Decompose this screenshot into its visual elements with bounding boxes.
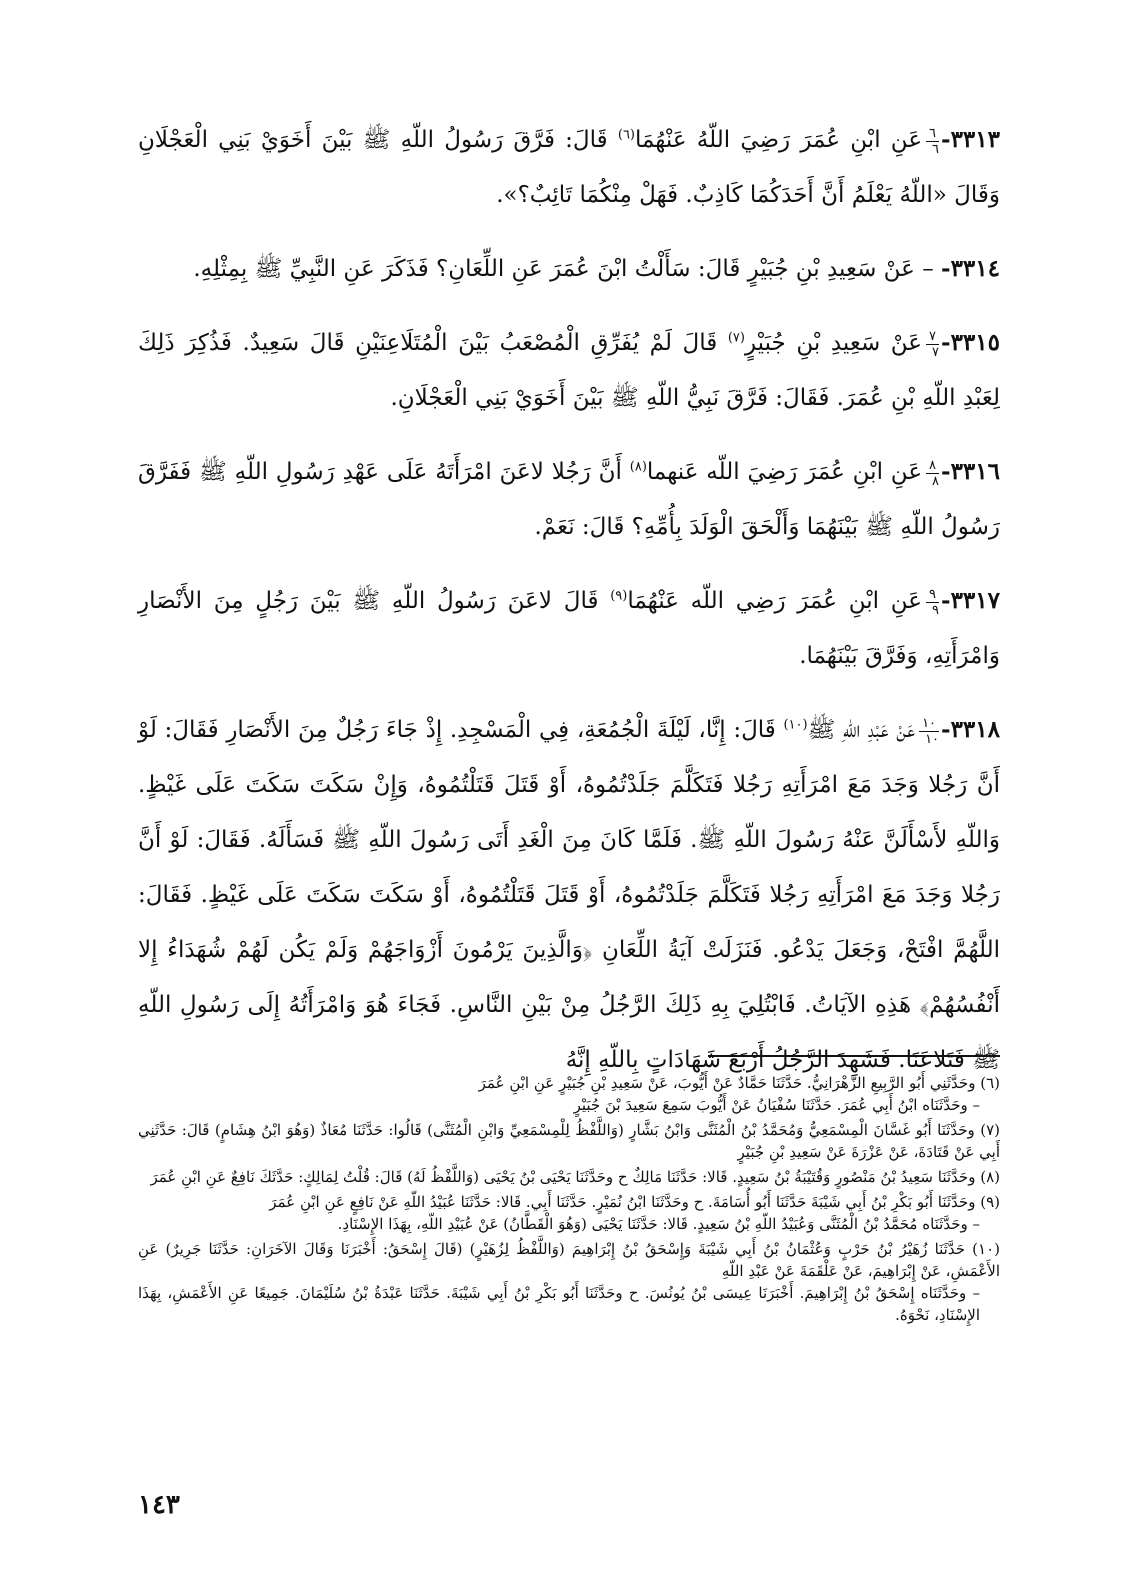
- footnote-text: وحَدَّثَنَا أَبُو غَسَّانَ الْمِسْمَعِيُّ وَمُحَمَّدُ بْنُ الْمُثَنَّى وَابْنُ بَشَّارٍ (وَاللَّفْظُ لِلْمِسْمَعِيِّ وَابْنِ الْمُثَنَّى) قَالُوا: حَدَّثَنَا مُعَاذٌ (وَهُوَ ابْنُ هِشَامٍ) قَالَ: حَدَّثَنِي أَبِي عَنْ قَتَادَةَ، عَنْ عَزْرَةَ عَنْ سَعِيدِ بْنِ جُبَيْرٍ: [138, 1121, 1000, 1161]
- hadith-text: عَنْ سَعِيدِ بْنِ جُبَيْرٍ: [744, 330, 923, 356]
- hadith-3316: [138, 444, 1000, 555]
- hadith-number: ٣٣١٨-: [941, 716, 1000, 743]
- hadith-text: قَالَ: فَرَّقَ رَسُولُ اللّهِ ﷺ بَيْنَ أَخَوَيْ بَنِي الْعَجْلَانِ وَقَالَ «اللّهُ يَعْلَمُ أَنَّ أَحَدَكُمَا كَاذِبٌ. فَهَلْ مِنْكُمَا تَائِبٌ؟».: [138, 127, 1000, 208]
- hadith-number: ٣٣١٥-: [941, 329, 1000, 356]
- hadith-number: ٣٣١٣-: [941, 126, 1000, 153]
- hadith-number: ٣٣١٧-: [941, 587, 1000, 614]
- hadith-3314: [138, 241, 1000, 297]
- footnote-text: حَدَّثَنَا زُهَيْرُ بْنُ حَرْبٍ وَعُثْمَانُ بْنُ أَبِي شَيْبَةَ وَإِسْحَقُ بْنُ إِبْرَاهِيمَ (وَاللَّفْظُ لِزُهَيْرٍ) (قَالَ إِسْحَقُ: أَخْبَرَنَا وَقَالَ الآخَرَانِ: حَدَّثَنَا جَرِيرٌ) عَنِ الأَعْمَشِ، عَنْ إِبْرَاهِيمَ، عَنْ عَلْقَمَةَ عَنْ عَبْدِ اللّهِ: [138, 1240, 1000, 1280]
- footnote-ref[interactable]: (٦): [617, 127, 635, 143]
- hadith-fraction: $\frac{٦}{٦}$: [926, 127, 939, 156]
- hadith-text: عَنِ ابْنِ عُمَرَ رَضِي اللّه عَنْهُمَا: [627, 588, 923, 614]
- hadith-fraction: $\frac{٩}{٩}$: [926, 588, 939, 617]
- footnote-7: [138, 1119, 1000, 1163]
- hadith-fraction: $\frac{٧}{٧}$: [926, 330, 939, 359]
- footnote-number: (٦): [980, 1074, 1000, 1092]
- hadith-3313: [138, 112, 1000, 223]
- footnote-ref[interactable]: (٩): [610, 588, 628, 604]
- footnote-text: – وحَدَّثَنَاه إِسْحَقُ بْنُ إِبْرَاهِيمَ. أَخْبَرَنَا عِيسَى بْنُ يُونُسَ. ح وحَدَّثَنَا أَبُو بَكْرِ بْنُ أَبِي شَيْبَةَ. حَدَّثَنَا عَبْدَةُ بْنُ سُلَيْمَانَ. جَمِيعًا عَنِ الأَعْمَشِ، بِهَذَا الإِسْنَادِ، نَحْوَهُ.: [138, 1284, 980, 1324]
- hadith-3318: [138, 702, 1000, 1088]
- hadith-text: – عَنْ سَعِيدِ بْنِ جُبَيْرٍ قَالَ: سَأَلْتُ ابْنَ عُمَرَ عَنِ اللِّعَانِ؟ فَذَكَرَ عَنِ النَّبِيِّ ﷺ بِمِثْلِهِ.: [193, 256, 942, 282]
- hadith-text: قَالَ لاعَنَ رَسُولُ اللّهِ ﷺ بَيْنَ رَجُلٍ مِنَ الأَنْصَارِ وَامْرَأَتِهِ، وَفَرَّقَ بَيْنَهُمَا.: [138, 588, 1000, 669]
- hadith-number: ٣٣١٤-: [941, 255, 1000, 282]
- footnote-number: (٧): [980, 1121, 1000, 1139]
- hadith-text: عَنِ ابْنِ عُمَرَ رَضِيَ اللّه عَنهما: [646, 459, 923, 485]
- footnote-divider: [708, 1055, 1000, 1057]
- footnote-6: [138, 1072, 1000, 1116]
- hadith-3317: [138, 573, 1000, 684]
- footnote-number: (١٠): [972, 1240, 1000, 1258]
- hadith-number: ٣٣١٦-: [941, 458, 1000, 485]
- footnote-ref[interactable]: (٨): [629, 459, 647, 475]
- footnote-ref[interactable]: (١٠): [783, 717, 808, 733]
- hadith-fraction: $\frac{٨}{٨}$: [926, 459, 939, 488]
- hadith-text: عَنِ ابْنِ عُمَرَ رَضِيَ اللّهُ عَنْهُمَا: [635, 127, 923, 153]
- hadith-text: أَنَّ رَجُلا لاعَنَ امْرَأَتَهُ عَلَى عَهْدِ رَسُولِ اللّهِ ﷺ فَفَرَّقَ رَسُولُ اللّهِ ﷺ بَيْنَهُمَا وَأَلْحَقَ الْوَلَدَ بِأُمِّهِ؟ قَالَ: نَعَمْ.: [138, 459, 1000, 540]
- footnote-text: وحَدَّثَنَا سَعِيدُ بْنُ مَنْصُورٍ وَقُتَيْبَةُ بْنُ سَعِيدٍ. قَالا: حَدَّثَنَا مَالِكٌ ح وحَدَّثَنَا يَحْيَى بْنُ يَحْيَى (وَاللَّفْظُ لَهُ) قَالَ: قُلْتُ لِمَالِكٍ: حَدَّثَكَ نَافِعٌ عَنِ ابْنِ عُمَرَ: [150, 1168, 976, 1186]
- footnote-text: وحَدَّثَنَا أَبُو بَكْرِ بْنُ أَبِي شَيْبَةَ حَدَّثَنَا أَبُو أُسَامَةَ. ح وحَدَّثَنَا ابْنُ نُمَيْرٍ. حَدَّثَنَا أَبِي. قَالا: حَدَّثَنَا عُبَيْدُ اللّهِ عَنْ نَافِعٍ عَنِ ابْنِ عُمَرَ: [269, 1193, 976, 1211]
- hadith-text: قَالَ: إِنَّا، لَيْلَةَ الْجُمُعَةِ، فِي الْمَسْجِدِ. إِذْ جَاءَ رَجُلٌ مِنَ الأَنْصَارِ فَقَالَ: لَوْ أَنَّ رَجُلا وَجَدَ مَعَ امْرَأَتِهِ رَجُلا فَتَكَلَّمَ جَلَدْتُمُوهُ، أَوْ قَتَلَ قَتَلْتُمُوهُ، وَإِنْ سَكَتَ سَكَتَ عَلَى غَيْظٍ. وَاللّهِ لأَسْأَلَنَّ عَنْهُ رَسُولَ اللّهِ ﷺ. فَلَمَّا كَانَ مِنَ الْغَدِ أَتَى رَسُولَ اللّهِ ﷺ فَسَأَلَهُ. فَقَالَ: لَوْ أَنَّ رَجُلا وَجَدَ مَعَ امْرَأَتِهِ رَجُلا فَتَكَلَّمَ جَلَدْتُمُوهُ، أَوْ قَتَلَ قَتَلْتُمُوهُ، أَوْ سَكَتَ سَكَتَ عَلَى غَيْظٍ. فَقَالَ: اللَّهُمَّ افْتَحْ، وَجَعَلَ يَدْعُو. فَنَزَلَتْ آيَةُ اللِّعَانِ ﴿وَالَّذِينَ يَرْمُونَ أَزْوَاجَهُمْ وَلَمْ يَكُن لَهُمْ شُهَدَاءُ إِلا أَنْفُسُهُمْ﴾ هَذِهِ الآيَاتُ. فَابْتُلِيَ بِهِ ذَلِكَ الرَّجُلُ مِنْ بَيْنِ النَّاسِ. فَجَاءَ هُوَ وَامْرَأَتُهُ إِلَى رَسُولِ اللّهِ ﷺ فَتَلاعَنَا. فَشَهِدَ الرَّجُلُ أَرْبَعَ شَهَادَاتٍ بِاللّهِ إِنَّهُ: [138, 717, 1001, 1073]
- hadith-3315: [138, 315, 1000, 426]
- hadith-fraction: $\frac{١٠}{١٠}$: [919, 717, 939, 746]
- footnotes: [138, 1072, 1000, 1329]
- footnote-8: [138, 1166, 1000, 1188]
- footnote-10: [138, 1238, 1000, 1326]
- footnote-text: وحَدَّثَنِي أَبُو الرَّبِيعِ الزَّهْرَانِيُّ. حَدَّثَنَا حَمَّادٌ عَنْ أَيُّوبَ، عَنْ سَعِيدِ بْنِ جُبَيْرٍ عَنِ ابْنِ عُمَرَ: [478, 1074, 976, 1092]
- footnote-9: [138, 1191, 1000, 1235]
- footnote-text: – وحَدَّثَنَاه ابْنُ أَبِي عُمَرَ. حَدَّثَنَا سُفْيَانُ عَنْ أَيُّوبَ سَمِعَ سَعِيدَ بْنَ جُبَيْرٍ: [573, 1096, 980, 1114]
- hadith-text: قَالَ لَمْ يُفَرِّقِ الْمُصْعَبُ بَيْنَ الْمُتَلَاعِنَيْنِ قَالَ سَعِيدٌ. فَذُكِرَ ذَلِكَ لِعَبْدِ اللّهِ بْنِ عُمَرَ. فَقَالَ: فَرَّقَ نَبِيُّ اللّهِ ﷺ بَيْنَ أَخَوَيْ بَنِي الْعَجْلَانِ.: [138, 330, 1000, 411]
- hadith-text: عَنْ عَبْدِ اللّهِ ﷺ: [807, 717, 916, 743]
- footnote-number: (٩): [980, 1193, 1000, 1211]
- footnote-number: (٨): [980, 1168, 1000, 1186]
- footnote-text: – وحَدَّثَنَاه مُحَمَّدُ بْنُ الْمُثَنَّى وَعُبَيْدُ اللّهِ بْنُ سَعِيدٍ. قَالا: حَدَّثَنَا يَحْيَى (وَهُوَ الْقَطَّانُ) عَنْ عُبَيْدِ اللّهِ، بِهَذَا الإِسْنَادِ.: [337, 1215, 980, 1233]
- page-number: ١٤٣: [138, 1490, 180, 1520]
- footnote-ref[interactable]: (٧): [727, 330, 745, 346]
